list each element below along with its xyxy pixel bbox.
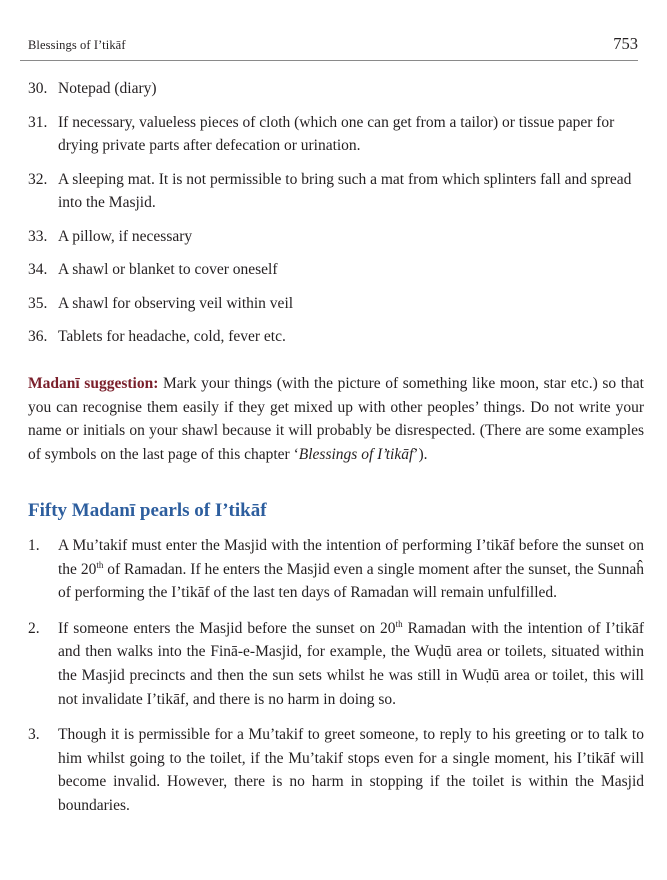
suggestion-label: Madanī suggestion: bbox=[28, 375, 159, 392]
list-item bbox=[28, 292, 646, 316]
list-item-number: 36. bbox=[28, 328, 48, 345]
pearl-item bbox=[28, 534, 644, 605]
list-item-number: 35. bbox=[28, 294, 48, 312]
item-list bbox=[28, 77, 646, 359]
pearl-text: Though it is permissible for a Mu’takif to greet someone, to reply to his greeting or to talk to him whilst going to the toilet, if the Mu’takif stops even for a single moment, his I’tikāf will become invalid. However, there is no harm in stopping if the toilet is within the Masjid boundaries. bbox=[58, 726, 644, 814]
list-item-text: A shawl or blanket to cover oneself bbox=[58, 261, 278, 278]
list-item bbox=[28, 258, 646, 282]
pearl-number: 3. bbox=[28, 726, 40, 744]
pearls-list bbox=[28, 534, 644, 830]
running-header-title: Blessings of I’tikāf bbox=[28, 38, 126, 52]
list-item-number: 32. bbox=[28, 170, 48, 188]
suggestion-text: Mark your things (with the picture of something like moon, star etc.) so that you can recognise them easily if they get mixed up with other peoples’ things. Do not write your name or initials on your shawl because it will probably be disrespected. (There are some examples of symbols on the last page of this chapter ‘ bbox=[28, 375, 644, 463]
list-item-number: 31. bbox=[28, 113, 48, 131]
list-item-number: 33. bbox=[28, 227, 48, 245]
list-item-text: A pillow, if necessary bbox=[58, 227, 193, 245]
list-item bbox=[28, 325, 646, 349]
pearl-item bbox=[28, 617, 644, 711]
pearl-number: 2. bbox=[28, 619, 40, 637]
running-header bbox=[20, 36, 638, 61]
pearl-text: A Mu’takif must enter the Masjid with the intention of performing I’tikāf before the sunset on the 20 bbox=[58, 537, 644, 578]
pearl-text-continued: of Ramadan. If he enters the Masjid even a single moment after the sunset, the Sunnaĥ of performing the I’tikāf of the last ten days of Ramadan will remain unfulfilled. bbox=[58, 560, 645, 602]
page-number: 753 bbox=[613, 34, 638, 53]
list-item-number: 34. bbox=[28, 261, 48, 278]
pearl-text-continued: Ramadan with the intention of I’tikāf and then walks into the Finā-e-Masjid, for example, the Wuḍū area or toilets, situated within the Masjid precincts and then the sun sets whilst he was still in Wuḍū area or toilet, this will not invalidate I’tikāf, and there is no harm in doing so. bbox=[58, 619, 644, 708]
suggestion-end: ’). bbox=[413, 445, 428, 463]
list-item-text: A shawl for observing veil within veil bbox=[58, 294, 294, 312]
list-item bbox=[28, 225, 646, 249]
list-item bbox=[28, 77, 646, 101]
pearl-item bbox=[28, 723, 644, 817]
list-item-text: Tablets for headache, cold, fever etc. bbox=[58, 328, 286, 345]
madani-suggestion-paragraph bbox=[28, 372, 644, 466]
chapter-title-reference: Blessings of I’tikāf bbox=[298, 445, 414, 463]
pearl-text: If someone enters the Masjid before the sunset on 20 bbox=[58, 619, 396, 637]
ordinal-suffix: th bbox=[395, 618, 403, 629]
list-item-text: Notepad (diary) bbox=[58, 80, 157, 97]
list-item bbox=[28, 168, 646, 215]
list-item bbox=[28, 111, 646, 158]
list-item-text: If necessary, valueless pieces of cloth (which one can get from a tailor) or tissue paper for drying private parts after defecation or urination. bbox=[58, 113, 615, 154]
list-item-text: A sleeping mat. It is not permissible to bring such a mat from which splinters fall and spread into the Masjid. bbox=[58, 170, 632, 211]
list-item-number: 30. bbox=[28, 80, 48, 97]
section-heading: Fifty Madanī pearls of I’tikāf bbox=[28, 500, 267, 521]
pearl-number: 1. bbox=[28, 537, 40, 554]
ordinal-suffix: th bbox=[96, 559, 104, 570]
